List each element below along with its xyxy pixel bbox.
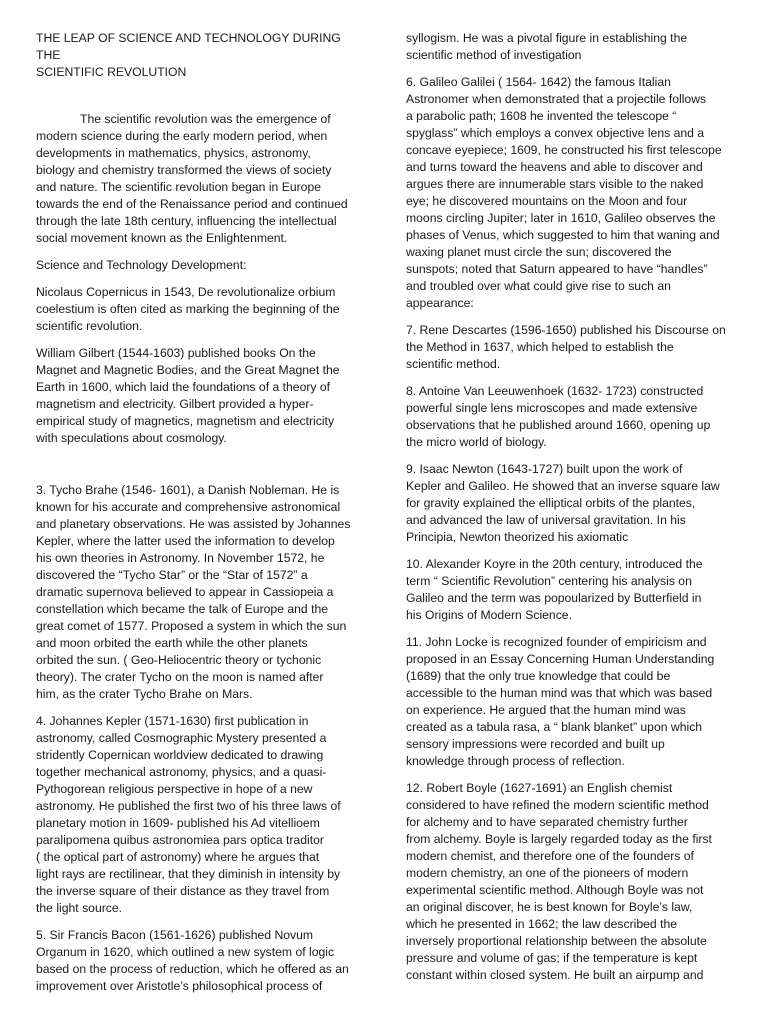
section-heading: Science and Technology Development: bbox=[36, 258, 247, 272]
gilbert-paragraph: William Gilbert (1544-1603) published books On the Magnet and Magnetic Bodies, and the Great Magnet the Earth in 1600, which laid the foundations of a theory of magnetism and electricity. Gilbert provided a hyper- empirical study of magnetics, magnetism and electricity with speculations about cosmology. bbox=[36, 346, 340, 445]
boyle-paragraph: 12. Robert Boyle (1627-1691) an English chemist considered to have refined the modern scientific method for alchemy and to have separated chemistry further from alchemy. Boyle is largely regarded today as the first modern chemist, and therefore one of the founders of modern chemistry, an one of the pioneers of modern experimental scientific method. Although Boyle was not an original discover, he is best known for Boyle’s law, which he presented in 1662; the law described the inversely proportional relationship between the absolute pressure and volume of gas; if the temperature is kept constant within closed system. He built an airpump and bbox=[406, 781, 712, 982]
right-column bbox=[406, 30, 736, 994]
intro-paragraph: The scientific revolution was the emergence of modern science during the early modern period, when developments in mathematics, physics, astronomy, biology and chemistry transformed the views of society and nature. The scientific revolution began in Europe towards the end of the Renaissance period and continued through the late 18th century, influencing the intellectual social movement known as the Enlightenment. bbox=[36, 112, 348, 245]
newton-paragraph: 9. Isaac Newton (1643-1727) built upon the work of Kepler and Galileo. He showed that an inverse square law for gravity explained the elliptical orbits of the plantes, and advanced the law of universal gravitation. In his Principia, Newton theorized his axiomatic bbox=[406, 462, 720, 544]
kepler-paragraph: 4. Johannes Kepler (1571-1630) first publication in astronomy, called Cosmographic Mystery presented a stridently Copernican worldview dedicated to drawing together mechanical astronomy, physics, and a quasi- Pythogorean religious perspective in hope of a new astronomy. He published the first two of his three laws of planetary motion in 1609- published his Ad vitellioem paralipomena quibus astronomiea pars optica traditor ( the optical part of astronomy) where he argues that light rays are rectilinear, that they diminish in intensity by the inverse square of their distance as they travel from the light source. bbox=[36, 714, 341, 915]
descartes-paragraph: 7. Rene Descartes (1596-1650) published his Discourse on the Method in 1637, which helped to establish the scientific method. bbox=[406, 323, 726, 371]
locke-paragraph: 11. John Locke is recognized founder of empiricism and proposed in an Essay Concerning Human Understanding (1689) that the only true knowledge that could be accessible to the human mind was that which was based on experience. He argued that the human mind was created as a tabula rasa, a “ blank blanket” upon which sensory impressions were recorded and built up knowledge through process of reflection. bbox=[406, 635, 715, 768]
left-column bbox=[36, 30, 358, 1005]
brahe-paragraph: 3. Tycho Brahe (1546- 1601), a Danish Nobleman. He is known for his accurate and comprehensive astronomical and planetary observations. He was assisted by Johannes Kepler, where the latter used the information to develop his own theories in Astronomy. In November 1572, he discovered the “Tycho Star” or the “Star of 1572” a dramatic supernova believed to appear in Cassiopeia a constellation which became the talk of Europe and the great comet of 1577. Proposed a system in which the sun and moon orbited the earth while the other planets orbited the sun. ( Geo-Heliocentric theory or tychonic theory). The crater Tycho on the moon is named after him, as the crater Tycho Brahe on Mars. bbox=[36, 483, 351, 701]
leeuwenhoek-paragraph: 8. Antoine Van Leeuwenhoek (1632- 1723) constructed powerful single lens microscopes and made extensive observations that he published around 1660, opening up the micro world of biology. bbox=[406, 384, 711, 449]
copernicus-paragraph: Nicolaus Copernicus in 1543, De revolutionalize orbium coelestium is often cited as marking the beginning of the scientific revolution. bbox=[36, 285, 340, 333]
document-title: THE LEAP OF SCIENCE AND TECHNOLOGY DURING THE SCIENTIFIC REVOLUTION bbox=[36, 31, 341, 79]
bacon-continued-paragraph: syllogism. He was a pivotal figure in establishing the scientific method of investigation bbox=[406, 31, 688, 62]
galileo-paragraph: 6. Galileo Galilei ( 1564- 1642) the famous Italian Astronomer when demonstrated that a projectile follows a parabolic path; 1608 he invented the telescope “ spyglass” which employs a convex objective lens and a concave eyepiece; 1609, he constructed his first telescope and turns toward the heavens and able to discover and argues there are innumerable stars visible to the naked eye; he discovered mountains on the Moon and four moons circling Jupiter; later in 1610, Galileo observes the phases of Venus, which suggested to him that waning and waxing planet must circle the sun; discovered the sunspots; noted that Saturn appeared to have “handles” and troubled over what could give rise to such an appearance: bbox=[406, 75, 722, 310]
koyre-paragraph: 10. Alexander Koyre in the 20th century, introduced the term “ Scientific Revolution” centering his analysis on Galileo and the term was popoularized by Butterfield in his Origins of Modern Science. bbox=[406, 557, 703, 622]
bacon-paragraph: 5. Sir Francis Bacon (1561-1626) published Novum Organum in 1620, which outlined a new system of logic based on the process of reduction, which he offered as an improvement over Aristotle’s philosophical process of bbox=[36, 928, 349, 993]
